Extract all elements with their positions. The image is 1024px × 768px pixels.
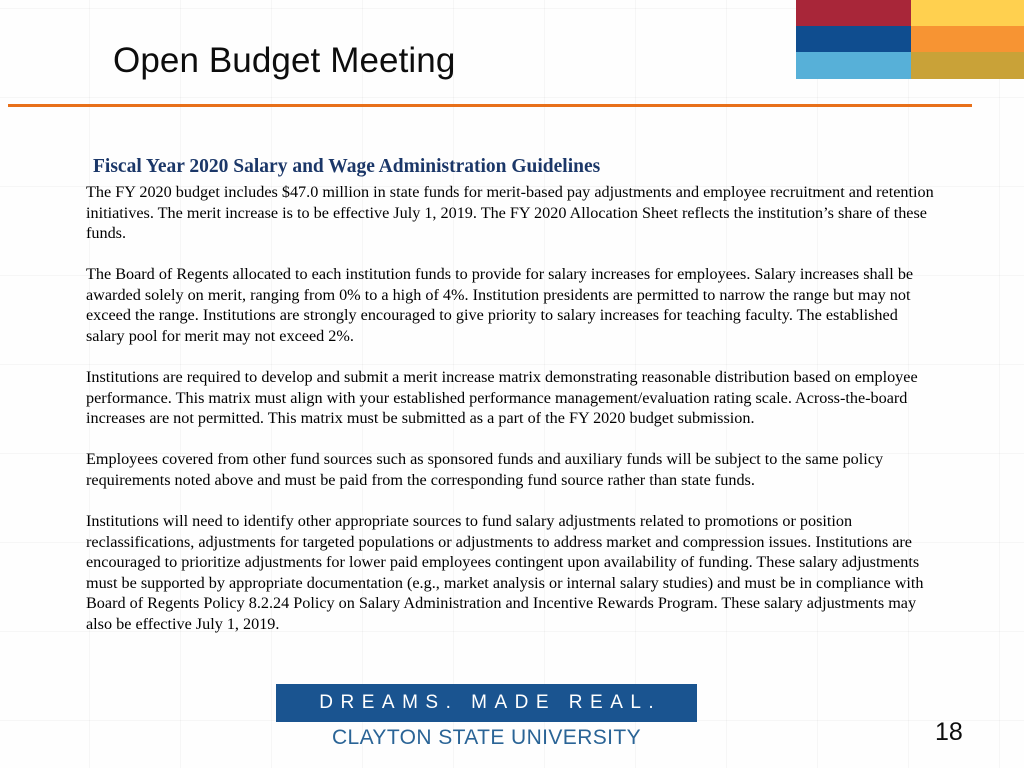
orange-block: [911, 26, 1024, 52]
crimson-block: [796, 0, 911, 26]
university-logo: [276, 684, 697, 750]
title-divider: [8, 104, 972, 107]
decorative-color-blocks: [796, 0, 1024, 79]
page-number: 18: [935, 718, 963, 746]
body-paragraph: Institutions are required to develop and submit a merit increase matrix demonstrating reasonable distribution based on employee performance. This matrix must align with your established performance management/evaluation rating scale. Across-the-board increases are not permitted. This matrix must be submitted as a part of the FY 2020 budget submission.: [86, 368, 918, 428]
page-title: Open Budget Meeting: [113, 41, 456, 80]
logo-university-name: CLAYTON STATE UNIVERSITY: [331, 726, 642, 749]
content-heading: Fiscal Year 2020 Salary and Wage Administration Guidelines: [93, 156, 601, 177]
logo-tagline-text: DREAMS. MADE REAL.: [319, 692, 662, 713]
gold-block: [911, 52, 1024, 79]
body-paragraph: The FY 2020 budget includes $47.0 million in state funds for merit-based pay adjustments and employee recruitment and retention initiatives. The merit increase is to be effective July 1, 2019. The FY 2020 Allocation Sheet reflects the institution’s share of these funds.: [86, 182, 934, 243]
body-paragraph: Employees covered from other fund sources such as sponsored funds and auxiliary funds will be subject to the same policy requirements noted above and must be paid from the corresponding fund source rather than state funds.: [86, 450, 884, 489]
body-paragraph: The Board of Regents allocated to each institution funds to provide for salary increases for employees. Salary increases shall be awarded solely on merit, ranging from 0% to a high of 4%. Institution presidents are permitted to narrow the range but may not exceed the range. Institutions are strongly encouraged to give priority to salary increases for teaching faculty. The established salary pool for merit may not exceed 2%.: [86, 265, 914, 346]
yellow-block: [911, 0, 1024, 26]
light-blue-block: [796, 52, 911, 79]
dark-blue-block: [796, 26, 911, 52]
body-paragraph: Institutions will need to identify other appropriate sources to fund salary adjustments related to promotions or position reclassifications, adjustments for targeted populations or adjustments to address market and compression issues. Institutions are encouraged to prioritize adjustments for lower paid employees contingent upon availability of funding. These salary adjustments must be supported by appropriate documentation (e.g., market analysis or internal salary studies) and must be in compliance with Board of Regents Policy 8.2.24 Policy on Salary Administration and Incentive Rewards Program. These salary adjustments may also be effective July 1, 2019.: [86, 512, 924, 634]
slide-body: [86, 155, 946, 635]
logo-tagline-bar: [276, 684, 697, 722]
